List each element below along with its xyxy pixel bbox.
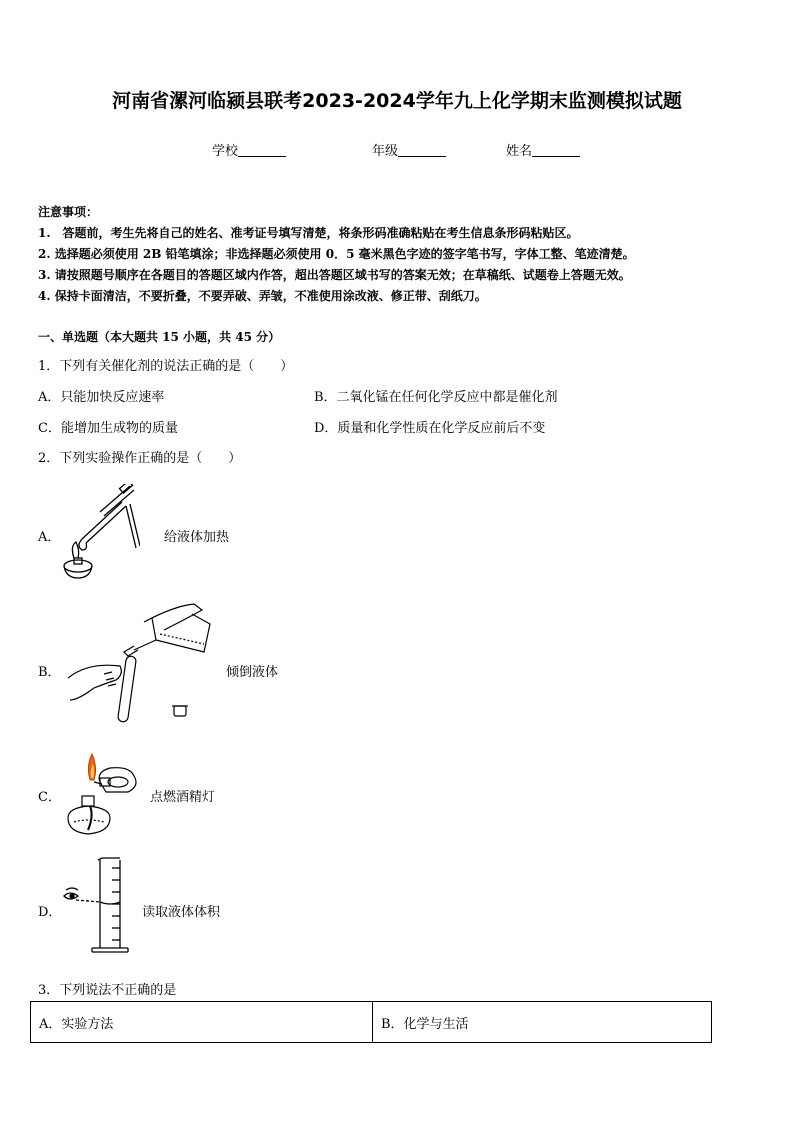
q2-option-c-letter: C． [38, 790, 61, 805]
table-row [31, 1002, 712, 1043]
name-field [506, 140, 580, 159]
q2-option-d-letter: D． [38, 905, 62, 920]
school-field [212, 140, 286, 159]
q2-option-d-caption: 读取液体体积 [142, 905, 221, 920]
notice-item: 3. 请按照题号顺序在各题目的答题区域内作答，超出答题区域书写的答案无效；在草稿纸、试题卷上答题无效。 [38, 268, 631, 282]
test-tube-heating-illustration [60, 484, 140, 584]
notice-heading: 注意事项： [38, 205, 99, 219]
q2-option-b-letter: B． [38, 665, 61, 680]
q1-option-c: C．能增加生成物的质量 [38, 421, 178, 436]
grade-label: 年级 [372, 144, 399, 159]
q2-option-c-caption: 点燃酒精灯 [150, 790, 216, 805]
notice-item: 2. 选择题必须使用 2B 铅笔填涂；非选择题必须使用 0．5 毫米黑色字迹的签字笔书写，字体工整、笔迹清楚。 [38, 247, 635, 261]
reading-cylinder-illustration [62, 856, 142, 958]
q1-stem: 1．下列有关催化剂的说法正确的是（ ） [38, 359, 294, 374]
school-label: 学校 [212, 144, 239, 159]
name-label: 姓名 [506, 144, 533, 159]
notice-item: 1. 答题前，考生先将自己的姓名、准考证号填写清楚，将条形码准确粘贴在考生信息条形码粘贴区。 [38, 226, 579, 240]
lighting-alcohol-lamp-illustration [60, 752, 146, 844]
grade-blank [398, 144, 446, 157]
q2-stem: 2．下列实验操作正确的是（ ） [38, 451, 242, 466]
q3-options-table [30, 1001, 712, 1043]
q1-option-a: A．只能加快反应速率 [38, 390, 165, 405]
q2-option-a-letter: A． [38, 530, 61, 545]
grade-field [372, 140, 446, 159]
notice-item: 4. 保持卡面清洁，不要折叠，不要弄破、弄皱，不准使用涂改液、修正带、刮纸刀。 [38, 289, 487, 303]
pouring-liquid-illustration [64, 600, 224, 730]
q1-option-d: D．质量和化学性质在化学反应前后不变 [314, 421, 546, 436]
q3-option-a: A．实验方法 [31, 1002, 373, 1043]
page-title: 河南省漯河临颍县联考2023-2024学年九上化学期末监测模拟试题 [112, 90, 682, 112]
school-blank [238, 144, 286, 157]
q3-stem: 3．下列说法不正确的是 [38, 983, 177, 998]
q1-option-b: B．二氧化锰在任何化学反应中都是催化剂 [314, 390, 558, 405]
q2-option-a-caption: 给液体加热 [164, 530, 230, 545]
q2-option-b-caption: 倾倒液体 [226, 665, 279, 680]
q3-option-b: B．化学与生活 [373, 1002, 712, 1043]
section-heading: 一、单选题（本大题共 15 小题，共 45 分） [38, 330, 281, 344]
name-blank [532, 144, 580, 157]
